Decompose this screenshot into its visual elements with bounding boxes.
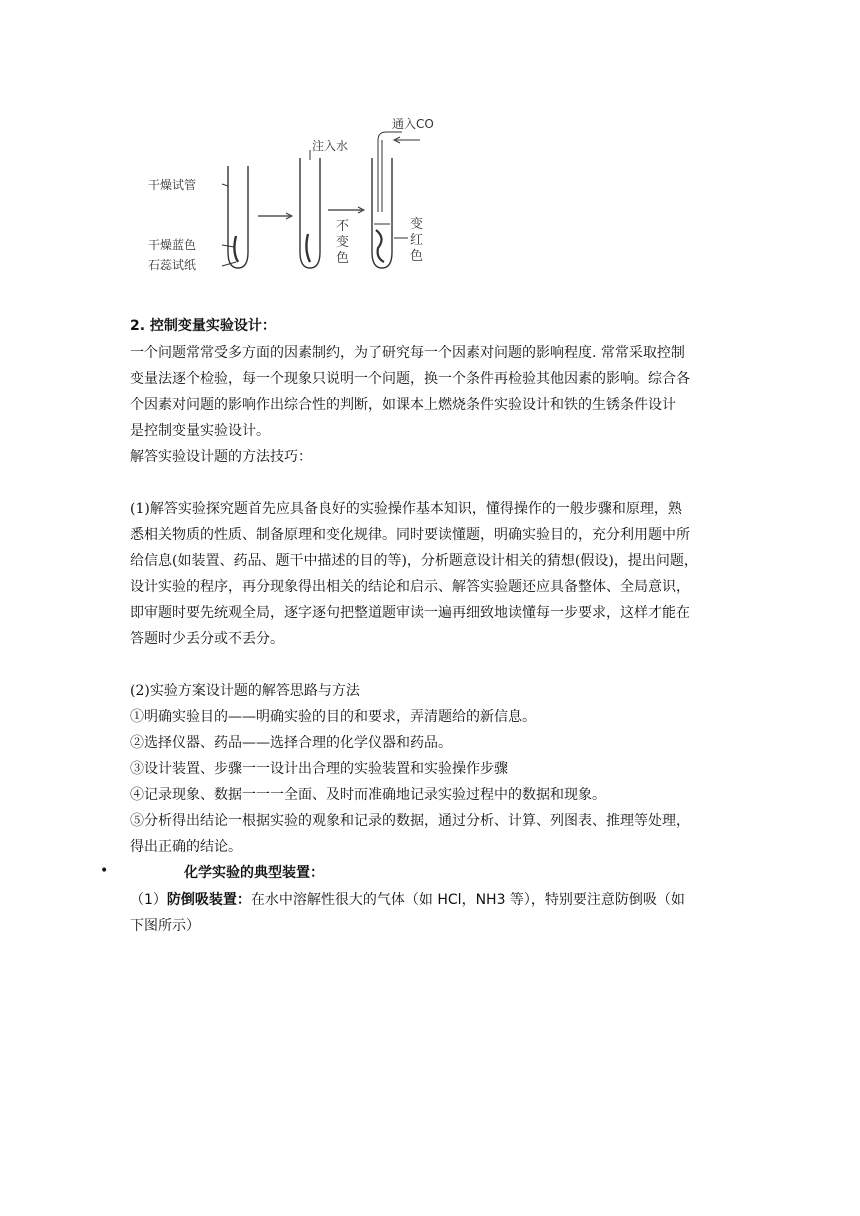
gas-inlet-tube bbox=[378, 140, 382, 212]
paragraph-line: ②选择仪器、药品——选择合理的化学仪器和药品。 bbox=[130, 735, 452, 751]
paragraph-line: ①明确实验目的——明确实验的目的和要求，弄清题给的新信息。 bbox=[130, 709, 536, 725]
paragraph-line: 变量法逐个检验，每一个现象只说明一个问题，换一个条件再检验其他因素的影响。综合各 bbox=[130, 371, 690, 387]
label-no-change-3: 色 bbox=[336, 251, 350, 266]
paragraph-line: 得出正确的结论。 bbox=[130, 839, 242, 855]
paragraph-line: (1)解答实验探究题首先应具备良好的实验操作基本知识，懂得操作的一般步骤和原理，熟 bbox=[130, 501, 682, 517]
item-prefix: （1） bbox=[130, 892, 167, 908]
label-dry-paper-1: 干燥蓝色 bbox=[148, 238, 197, 252]
label-turn-red-3: 色 bbox=[410, 249, 424, 264]
bullet-marker: • bbox=[100, 863, 109, 879]
paragraph-line: (2)实验方案设计题的解答思路与方法 bbox=[130, 683, 360, 699]
paragraph-line: 答题时少丢分或不丢分。 bbox=[130, 631, 284, 647]
label-no-change-2: 变 bbox=[336, 235, 350, 250]
dry-test-tube bbox=[228, 166, 248, 268]
litmus-paper-3 bbox=[376, 230, 384, 262]
paragraph-line: 是控制变量实验设计。 bbox=[130, 423, 270, 439]
paragraph-line: 个因素对问题的影响作出综合性的判断，如课本上燃烧条件实验设计和铁的生锈条件设计 bbox=[130, 397, 676, 413]
bullet-item-line-1 bbox=[130, 890, 685, 910]
paragraph-line: 悉相关物质的性质、制备原理和变化规律。同时要读懂题，明确实验目的，充分利用题中所 bbox=[130, 527, 690, 543]
paragraph-line: ③设计装置、步骤一一设计出合理的实验装置和实验操作步骤 bbox=[130, 761, 508, 777]
label-dry-tube: 干燥试管 bbox=[148, 178, 197, 192]
item-chem: HCl，NH3 bbox=[437, 892, 506, 908]
paragraph-line: 即审题时要先统观全局，逐字逐句把整道题审读一遍再细致地读懂每一步要求，这样才能在 bbox=[130, 605, 690, 621]
litmus-paper-1 bbox=[234, 236, 238, 262]
item-text-b: 等），特别要注意防倒吸（如 bbox=[505, 892, 685, 908]
label-dry-paper-2: 石蕊试纸 bbox=[148, 258, 197, 272]
item-title: 防倒吸装置： bbox=[166, 892, 251, 908]
paragraph-line: 解答实验设计题的方法技巧： bbox=[130, 449, 312, 465]
paragraph-line: ⑤分析得出结论一根据实验的观象和记录的数据，通过分析、计算、列图表、推理等处理， bbox=[130, 813, 690, 829]
paragraph-line: 给信息(如装置、药品、题干中描述的目的等)，分析题意设计相关的猜想(假设)，提出问题， bbox=[130, 553, 698, 569]
item-text-a: 在水中溶解性很大的气体（如 bbox=[250, 892, 438, 908]
label-no-change-1: 不 bbox=[336, 219, 350, 234]
section-heading: 2. 控制变量实验设计： bbox=[130, 318, 276, 334]
water-test-tube bbox=[300, 158, 320, 268]
test-tube-experiment-figure bbox=[140, 112, 440, 282]
label-turn-red-1: 变 bbox=[410, 217, 424, 232]
bullet-heading: 化学实验的典型装置： bbox=[184, 865, 324, 881]
co-test-tube bbox=[372, 132, 402, 268]
label-pass-co: 通入CO bbox=[392, 117, 434, 131]
paragraph-line: ④记录现象、数据一一一全面、及时而准确地记录实验过程中的数据和现象。 bbox=[130, 787, 606, 803]
paragraph-line: 一个问题常常受多方面的因素制约，为了研究每一个因素对问题的影响程度. 常常采取控制 bbox=[130, 345, 685, 361]
bullet-item-line-2: 下图所示） bbox=[130, 918, 200, 934]
paragraph-line: 设计实验的程序，再分现象得出相关的结论和启示、解答实验题还应具备整体、全局意识， bbox=[130, 579, 690, 595]
label-add-water: 注入水 bbox=[312, 139, 349, 153]
litmus-paper-2 bbox=[306, 234, 310, 262]
label-turn-red-2: 红 bbox=[410, 233, 424, 248]
